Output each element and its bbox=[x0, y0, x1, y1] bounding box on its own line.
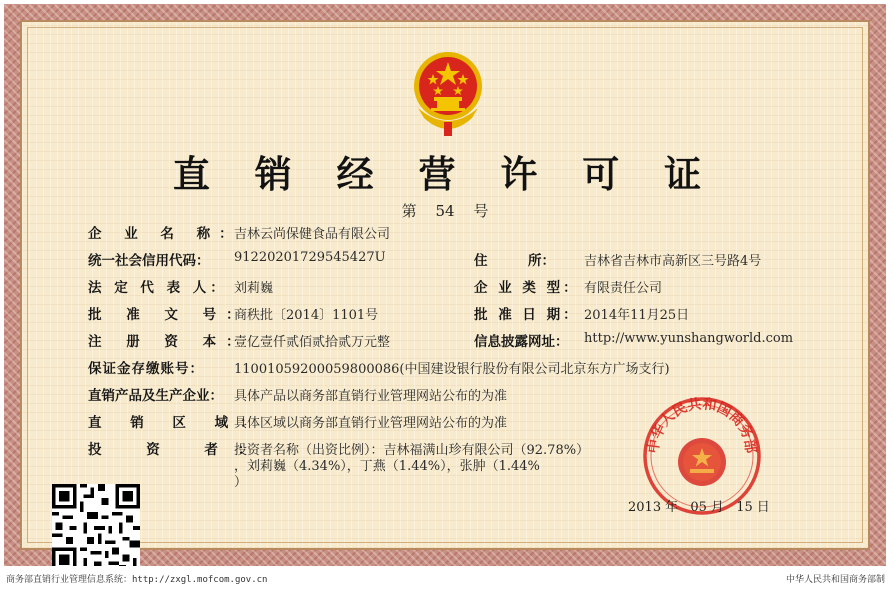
investors-line-2: ，刘莉巍（4.34%），丁燕（1.44%），张肿（1.44% bbox=[234, 459, 540, 474]
certificate-title: 直 销 经 营 许 可 证 bbox=[172, 152, 718, 196]
credit-code-label: 统一社会信用代码： bbox=[88, 253, 210, 269]
issue-year-unit: 年 bbox=[665, 500, 679, 515]
legal-rep-label: 法 定 代 表 人： bbox=[88, 280, 228, 296]
capital-label: 注 册 资 本： bbox=[88, 334, 250, 350]
issue-day-unit: 日 bbox=[756, 500, 770, 515]
approval-date-value: 2014年11月25日 bbox=[584, 308, 690, 323]
number-suffix: 号 bbox=[473, 202, 489, 220]
company-type-label: 企 业 类 型： bbox=[474, 280, 580, 296]
issue-month: 05 bbox=[690, 500, 707, 515]
seal-text: 中华人民共和国商务部 bbox=[645, 396, 759, 455]
certificate-number bbox=[22, 200, 868, 221]
deposit-account-value: 11001059200059800086(中国建设银行股份有限公司北京东方广场支行) bbox=[234, 362, 670, 377]
products-label: 直销产品及生产企业： bbox=[88, 388, 223, 404]
certificate bbox=[4, 4, 886, 566]
address-value: 吉林省吉林市高新区三号路4号 bbox=[584, 254, 762, 269]
issue-day: 15 bbox=[736, 500, 753, 515]
issue-date bbox=[628, 496, 774, 515]
address-label: 住 所： bbox=[474, 253, 555, 269]
footer-system-url: 商务部直销行业管理信息系统：http://zxgl.mofcom.gov.cn bbox=[6, 575, 268, 585]
investors-line-3: ） bbox=[234, 475, 248, 490]
footer-issuer: 中华人民共和国商务部制 bbox=[785, 575, 885, 585]
website-label: 信息披露网址： bbox=[474, 334, 569, 350]
deposit-account-label: 保证金存缴账号： bbox=[88, 361, 204, 377]
company-name-label: 企 业 名 称： bbox=[88, 226, 242, 242]
company-type-value: 有限责任公司 bbox=[584, 281, 663, 296]
issue-month-unit: 月 bbox=[710, 500, 724, 515]
number-value: 54 bbox=[435, 202, 455, 220]
national-emblem-icon bbox=[412, 48, 484, 138]
qr-code-icon bbox=[52, 484, 140, 566]
issue-year: 2013 bbox=[628, 500, 662, 515]
products-value: 具体产品以商务部直销行业管理网站公布的为准 bbox=[234, 389, 508, 404]
company-name-value: 吉林云尚保健食品有限公司 bbox=[234, 227, 391, 242]
capital-value: 壹亿壹仟贰佰贰拾贰万元整 bbox=[234, 335, 391, 350]
region-value: 具体区域以商务部直销行业管理网站公布的为准 bbox=[234, 416, 508, 431]
investors-line-1: 投资者名称（出资比例）：吉林福满山珍有限公司（92.78%） bbox=[234, 443, 590, 458]
number-prefix: 第 bbox=[401, 202, 417, 220]
legal-rep-value: 刘莉巍 bbox=[234, 281, 274, 296]
certificate-body bbox=[20, 20, 870, 550]
website-value: http://www.yunshangworld.com bbox=[584, 331, 794, 346]
approval-doc-label: 批 准 文 号： bbox=[88, 307, 250, 323]
investors-label: 投 资 者： bbox=[88, 442, 272, 458]
credit-code-value: 91220201729545427U bbox=[234, 250, 386, 265]
approval-doc-value: 商秩批〔2014〕1101号 bbox=[234, 308, 379, 323]
region-label: 直 销 区 域： bbox=[88, 415, 266, 431]
approval-date-label: 批 准 日 期： bbox=[474, 307, 580, 323]
